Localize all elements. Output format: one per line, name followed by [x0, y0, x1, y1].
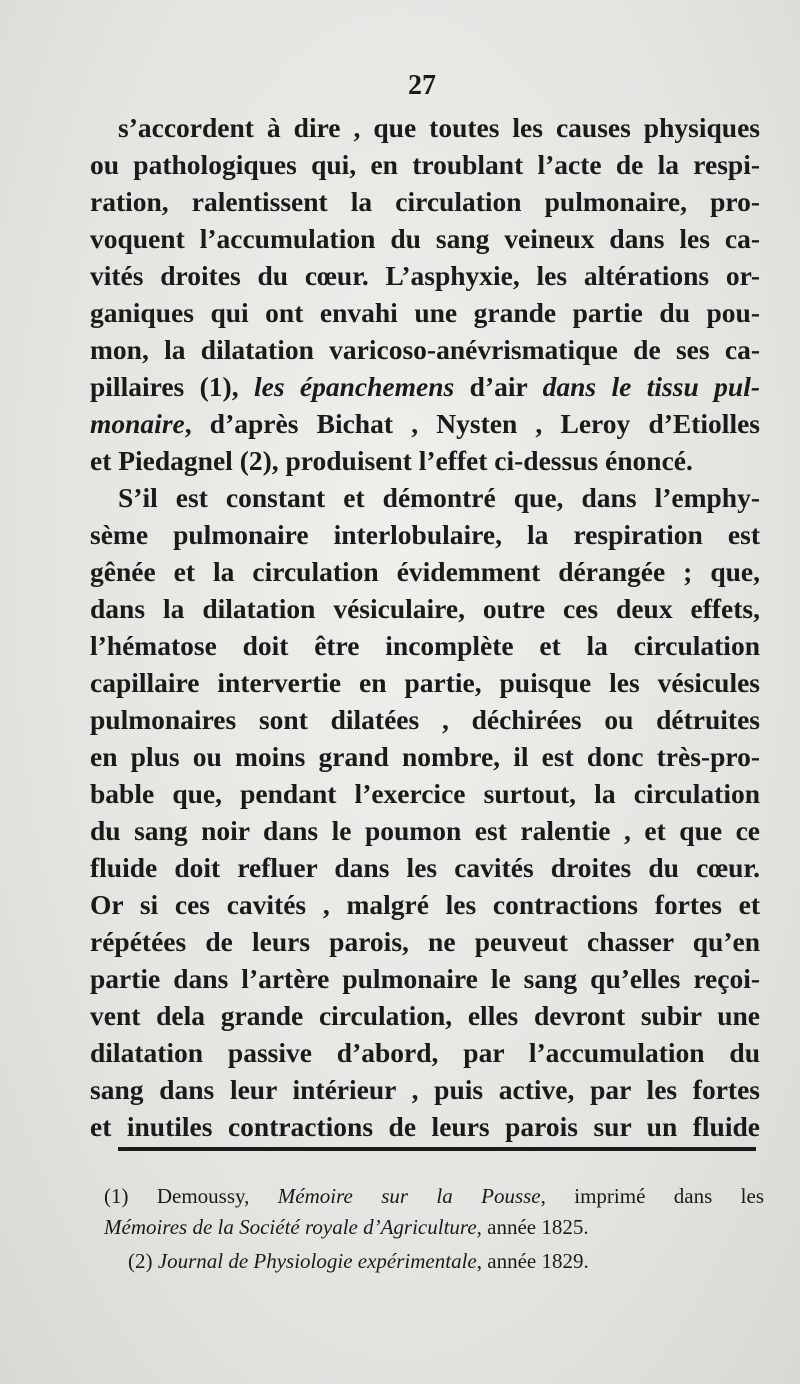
text-line-3: ration, ralentissent la circulation pulmonaire, pro- — [90, 186, 760, 217]
text-line-6: ganiques qui ont envahi une grande partie du pou- — [90, 297, 760, 328]
footnote-1-journal: Mémoires de la Société royale d’Agriculture — [104, 1215, 477, 1239]
text-line-8-mid: d’air — [454, 371, 543, 402]
page-number: 27 — [408, 70, 436, 101]
text-line-17: pulmonaires sont dilatées , déchirées ou détruites — [90, 704, 760, 735]
footnote-separator-rule — [118, 1147, 756, 1151]
text-line-9-italic: monaire — [90, 408, 185, 439]
text-line-2: ou pathologiques qui, en troublant l’acte de la respi- — [90, 149, 760, 180]
text-line-19: bable que, pendant l’exercice surtout, la circulation — [90, 778, 760, 809]
footnote-1-text: , imprimé dans les — [540, 1184, 764, 1208]
text-line-8-italic-1: les épanchemens — [253, 371, 455, 402]
text-line-9-post: , d’après Bichat , Nysten , Leroy d’Etiolles — [184, 408, 760, 439]
text-line-25: vent dela grande circulation, elles devront subir une — [90, 1000, 760, 1031]
text-line-7: mon, la dilatation varicoso-anévrismatique de ses ca- — [90, 334, 760, 365]
footnote-1-title: Mémoire sur la Pousse — [277, 1184, 541, 1208]
text-line-13: gênée et la circulation évidemment dérangée ; que, — [90, 556, 760, 587]
text-line-18: en plus ou moins grand nombre, il est donc très-pro- — [90, 741, 760, 772]
text-line-1: s’accordent à dire , que toutes les causes physiques — [118, 112, 760, 143]
text-line-20: du sang noir dans le poumon est ralentie , et que ce — [90, 815, 760, 846]
text-line-8 — [90, 373, 760, 401]
text-line-26: dilatation passive d’abord, par l’accumulation du — [90, 1037, 760, 1068]
text-line-9 — [90, 410, 760, 438]
footnote-1-line-1 — [104, 1186, 764, 1207]
text-line-5: vités droites du cœur. L’asphyxie, les altérations or- — [90, 260, 760, 291]
text-line-15: l’hématose doit être incomplète et la circulation — [90, 630, 760, 661]
footnote-2-journal: Journal de Physiologie expérimentale — [157, 1249, 477, 1273]
text-line-24: partie dans l’artère pulmonaire le sang qu’elles reçoi- — [90, 963, 760, 994]
text-line-14: dans la dilatation vésiculaire, outre ces deux effets, — [90, 593, 760, 624]
footnote-1-line-2 — [104, 1217, 764, 1238]
text-line-4: voquent l’accumulation du sang veineux dans les ca- — [90, 223, 760, 254]
text-line-16: capillaire intervertie en partie, puisque les vésicules — [90, 667, 760, 698]
text-line-21: fluide doit refluer dans les cavités droites du cœur. — [90, 852, 760, 883]
text-line-8-pre: pillaires (1), — [90, 371, 254, 402]
footnote-2-year: , année 1829. — [476, 1249, 589, 1273]
text-line-27: sang dans leur intérieur , puis active, par les fortes — [90, 1074, 760, 1105]
text-line-12: sème pulmonaire interlobulaire, la respiration est — [90, 519, 760, 550]
text-line-23: répétées de leurs parois, ne peuveut chasser qu’en — [90, 926, 760, 957]
footnote-1-author: (1) Demoussy, — [104, 1184, 278, 1208]
footnote-1-year: , année 1825. — [476, 1215, 589, 1239]
text-line-10: et Piedagnel (2), produisent l’effet ci-dessus énoncé. — [90, 445, 693, 476]
text-line-8-italic-2: dans le tissu pul- — [542, 371, 761, 402]
text-line-22: Or si ces cavités , malgré les contractions fortes et — [90, 889, 760, 920]
footnote-2-marker: (2) — [128, 1249, 158, 1273]
text-line-11: S’il est constant et démontré que, dans l’emphy- — [118, 482, 760, 513]
text-line-28: et inutiles contractions de leurs parois sur un fluide — [90, 1111, 760, 1142]
footnote-2 — [128, 1251, 788, 1272]
